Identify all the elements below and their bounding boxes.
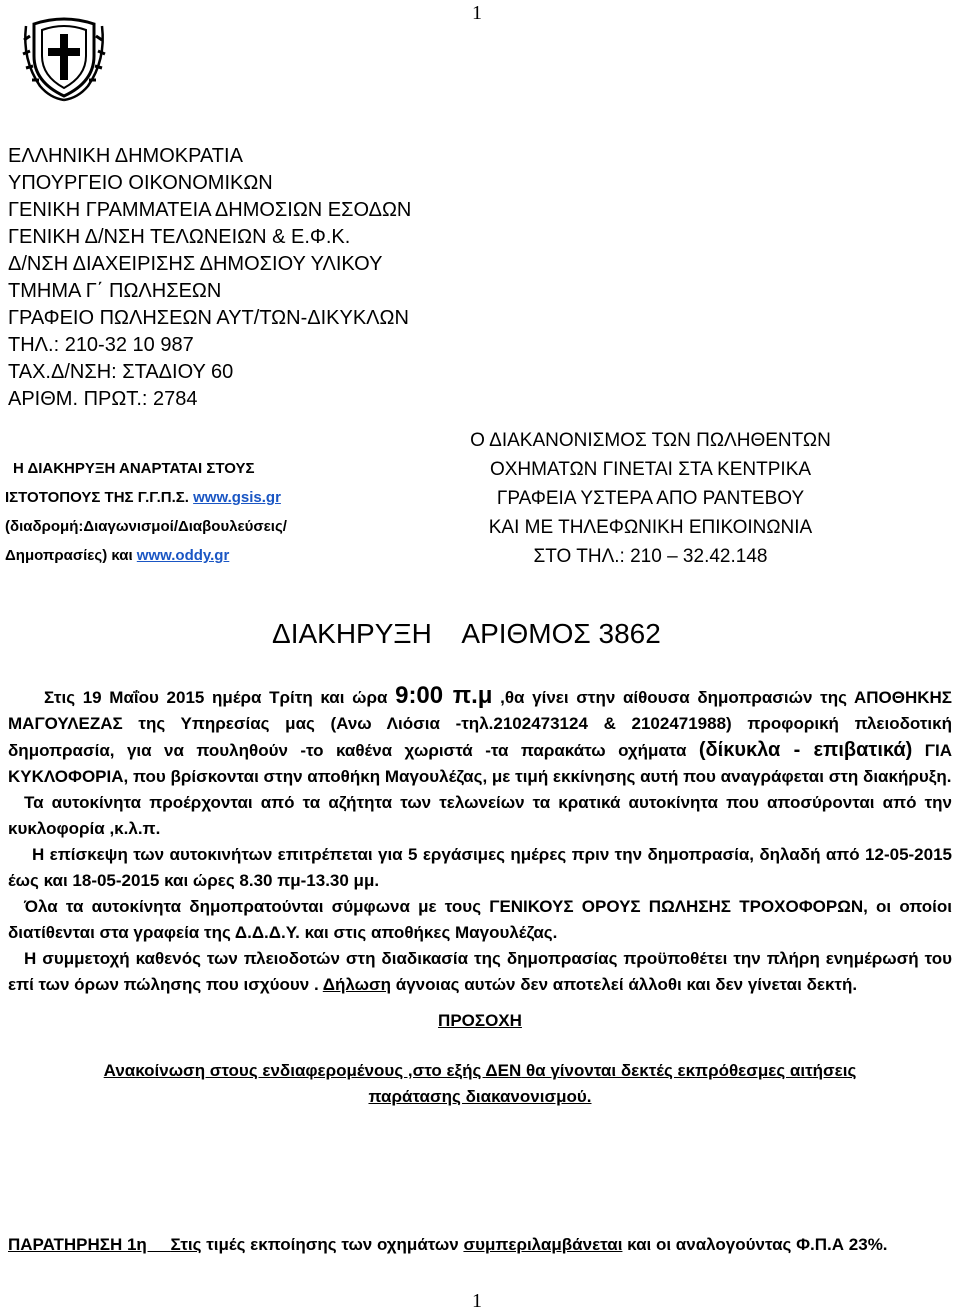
- paragraph-participation: Η συμμετοχή καθενός των πλειοδοτών στη διαδικασία της δημοπρασίας προϋποθέτει την πλήρη ενημέρωσή του επί των όρων πώλησης που ισχύουν . Δήλωση άγνοιας αυτών δεν αποτελεί άλλοθι και δεν γίνεται δεκτή.: [8, 949, 952, 994]
- paragraph-terms: Όλα τα αυτοκίνητα δημοπρατούνται σύμφωνα με τους ΓΕΝΙΚΟΥΣ ΟΡΟΥΣ ΠΩΛΗΣΗΣ ΤΡΟΧΟΦΟΡΩΝ, οι οποίοι διατίθενται στα γραφεία της Δ.Δ.Δ.Υ. και στις αποθήκες Μαγουλέζας.: [8, 897, 952, 942]
- header-line: ΥΠΟΥΡΓΕΙΟ ΟΙΚΟΝΟΜΙΚΩΝ: [8, 172, 273, 194]
- den-text: ΔΕΝ: [485, 1061, 522, 1080]
- header-line: ΓΕΝΙΚΗ ΓΡΑΜΜΑΤΕΙΑ ΔΗΜΟΣΙΩΝ ΕΣΟΔΩΝ: [8, 199, 412, 221]
- posting-line: Η ΔΙΑΚΗΡΥΞΗ ΑΝΑΡΤΑΤΑΙ ΣΤΟΥΣ: [13, 460, 255, 477]
- header-line: ΓΕΝΙΚΗ Δ/ΝΣΗ ΤΕΛΩΝΕΙΩΝ & Ε.Φ.Κ.: [8, 226, 351, 248]
- posting-line: ΙΣΤΟΤΟΠΟΥΣ ΤΗΣ Γ.Γ.Π.Σ. www.gsis.gr: [5, 489, 281, 506]
- attention-heading: ΠΡΟΣΟΧΗ: [438, 1011, 522, 1030]
- paragraph-visit: Η επίσκεψη των αυτοκινήτων επιτρέπεται για 5 εργάσιμες ημέρες πριν την δημοπρασία, δηλαδή από 12-05-2015 έως και 18-05-2015 και ώρες 8.30 πμ-13.30 μμ.: [8, 845, 952, 890]
- gsis-link[interactable]: www.gsis.gr: [193, 489, 281, 506]
- header-line: ΓΡΑΦΕΙΟ ΠΩΛΗΣΕΩΝ ΑΥΤ/ΤΩΝ-ΔΙΚΥΚΛΩΝ: [8, 307, 409, 329]
- posting-line: (διαδρομή:Διαγωνισμοί/Διαβουλεύσεις/: [5, 518, 287, 535]
- declaration-body: [8, 683, 952, 998]
- header-line: ΕΛΛΗΝΙΚΗ ΔΗΜΟΚΡΑΤΙΑ: [8, 145, 243, 167]
- header-line: ΑΡΙΘΜ. ΠΡΩΤ.: 2784: [8, 388, 198, 410]
- remark: ΠΑΡΑΤΗΡΗΣΗ 1η Στις τιμές εκποίησης των οχημάτων συμπεριλαμβάνεται και οι αναλογούντας Φ.Π.Α 23%.: [8, 1235, 888, 1254]
- page-number-bottom: 1: [472, 1290, 482, 1312]
- paragraph-auction: Στις 19 Μαΐου 2015 ημέρα Τρίτη και ώρα 9:00 π.μ ,θα γίνει στην αίθουσα δημοπρασιών της ΑΠΟΘΗΚΗΣ ΜΑΓΟΥΛΕΖΑΣ της Υπηρεσίας μας (Ανω Λιόσια -τηλ.2102473124 & 2102471988) προφορική πλειοδοτική δημοπρασία, για να πουληθούν -το καθένα χωριστά -τα παρακάτω οχήματα (δίκυκλα - επιβατικά) ΓΙΑ ΚΥΚΛΟΦΟΡΙΑ, που βρίσκονται στην αποθήκη Μαγουλέζας, με τιμή εκκίνησης αυτή που αναγράφεται στη διακήρυξη.: [8, 682, 952, 786]
- declaration-title: ΔΙΑΚΗΡΥΞΗ ΑΡΙΘΜΟΣ 3862: [272, 618, 661, 649]
- oddy-link[interactable]: www.oddy.gr: [136, 547, 230, 564]
- notice-line: Ο ΔΙΑΚΑΝΟΝΙΣΜΟΣ ΤΩΝ ΠΩΛΗΘΕΝΤΩΝ: [470, 430, 831, 451]
- notice-line: ΓΡΑΦΕΙΑ ΥΣΤΕΡΑ ΑΠΟ ΡΑΝΤΕΒΟΥ: [496, 488, 805, 509]
- auction-time: 9:00 π.μ: [395, 682, 493, 709]
- page-number-top: 1: [472, 2, 482, 24]
- greek-coat-of-arms-icon: [20, 10, 108, 102]
- header-line: ΤΗΛ.: 210-32 10 987: [8, 334, 194, 356]
- announcement: Ανακοίνωση στους ενδιαφερομένους ,στο εξής ΔΕΝ θα γίνονται δεκτές εκπρόθεσμες αιτήσεις παράτασης διακανονισμού.: [103, 1061, 857, 1106]
- posting-line: Δημοπρασίες) και www.oddy.gr: [5, 547, 230, 564]
- notice-line: ΟΧΗΜΑΤΩΝ ΓΙΝΕΤΑΙ ΣΤΑ ΚΕΝΤΡΙΚΑ: [489, 459, 812, 480]
- header-line: ΤΜΗΜΑ Γ΄ ΠΩΛΗΣΕΩΝ: [8, 280, 222, 302]
- notice-line: ΣΤΟ ΤΗΛ.: 210 – 32.42.148: [533, 546, 768, 567]
- header-line: ΤΑΧ.Δ/ΝΣΗ: ΣΤΑΔΙΟΥ 60: [8, 361, 234, 383]
- notice-line: ΚΑΙ ΜΕ ΤΗΛΕΦΩΝΙΚΗ ΕΠΙΚΟΙΝΩΝΙΑ: [488, 517, 813, 538]
- paragraph-origin: Τα αυτοκίνητα προέρχονται από τα αζήτητα των τελωνείων τα κρατικά αυτοκίνητα που αποσύρονται από την κυκλοφορία ,κ.λ.π.: [8, 793, 952, 838]
- header-line: Δ/ΝΣΗ ΔΙΑΧΕΙΡΙΣΗΣ ΔΗΜΟΣΙΟΥ ΥΛΙΚΟΥ: [8, 253, 383, 275]
